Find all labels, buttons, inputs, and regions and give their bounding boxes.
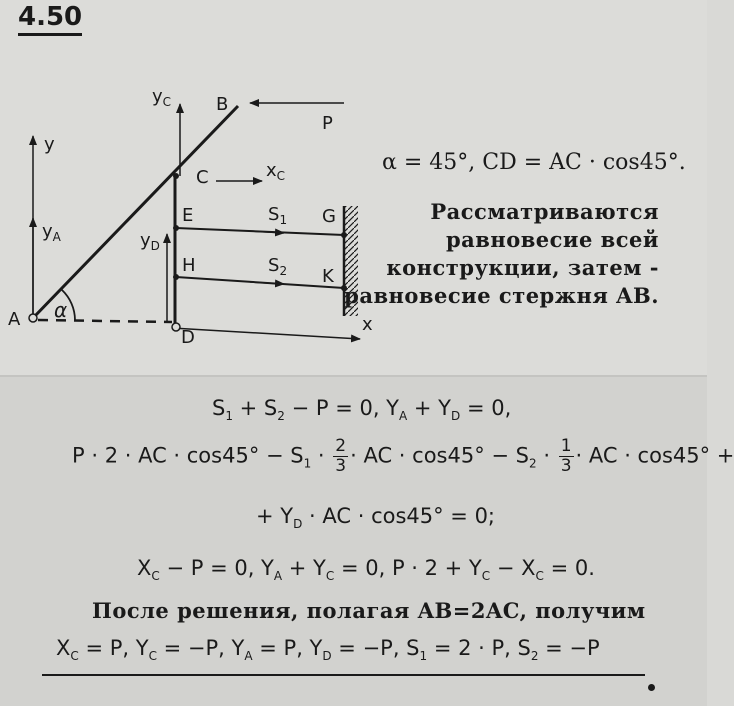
joint-d: [172, 323, 180, 331]
label-c: C: [196, 167, 209, 188]
equation-4: $X_C - P = 0$, $Y_A + Y_C = 0$, $P \cdot 2 + Y_C - X_C = 0$.: [137, 556, 595, 584]
equation-3: + $Y_D$ · AC · cos45° = 0;: [256, 504, 496, 532]
label-ya: $y_A$: [42, 221, 61, 244]
rod-ab: [33, 106, 238, 318]
given-conditions: α = 45°, CD = AC · cos45°.: [382, 150, 686, 175]
label-xc: $x_C$: [266, 160, 286, 183]
joint-h: [173, 274, 179, 280]
label-alpha: α: [54, 298, 68, 322]
force-s2-arrow: [250, 282, 284, 284]
answer-line: $X_C = P$, $Y_C = -P$, $Y_A = P$, $Y_D = -P$, $S_1 = 2 \cdot P$, $S_2 = -P$: [56, 636, 600, 664]
note-line-4: равновесие стержня AB.: [344, 283, 659, 308]
answer-underline: [42, 674, 645, 676]
label-x: x: [362, 314, 373, 335]
solution-note: После решения, полагая AB=2AC, получим: [92, 598, 646, 623]
label-s1: $S_1$: [268, 204, 288, 227]
label-e: E: [182, 205, 194, 226]
label-p: P: [322, 113, 333, 134]
label-y: y: [44, 134, 55, 155]
label-k: K: [322, 266, 334, 287]
note-line-2: равновесие всей: [445, 227, 659, 252]
problem-number: 4.50: [18, 2, 82, 36]
note-line-3: конструкции, затем -: [386, 255, 659, 280]
label-yc: $y_C$: [152, 86, 172, 109]
end-marker-dot: [648, 684, 655, 691]
joint-g: [341, 232, 347, 238]
label-g: G: [322, 206, 336, 227]
label-h: H: [182, 255, 196, 276]
label-a: A: [8, 309, 21, 330]
label-b: B: [216, 94, 229, 115]
label-d: D: [181, 327, 195, 348]
joint-a: [29, 314, 37, 322]
fraction-two-thirds: $\frac{2}{3}$: [335, 436, 347, 476]
equation-2: P · 2 · AC · $\cos 45^\circ - S_1$ · $\frac{2}{3}$ · AC · $\cos 45^\circ - S_2$ · $\frac{1}{3}$ · AC · cos45° +: [72, 436, 734, 476]
equation-1: $S_1 + S_2 - P = 0$, $Y_A + Y_D = 0$,: [212, 396, 512, 424]
label-yd: $y_D$: [140, 230, 160, 253]
x-axis-arrow: [172, 328, 360, 339]
joint-c: [173, 173, 179, 179]
joint-e: [173, 225, 179, 231]
label-s2: $S_2$: [268, 255, 288, 278]
fraction-one-third: $\frac{1}{3}$: [560, 436, 572, 476]
note-line-1: Рассматриваются: [430, 199, 659, 224]
